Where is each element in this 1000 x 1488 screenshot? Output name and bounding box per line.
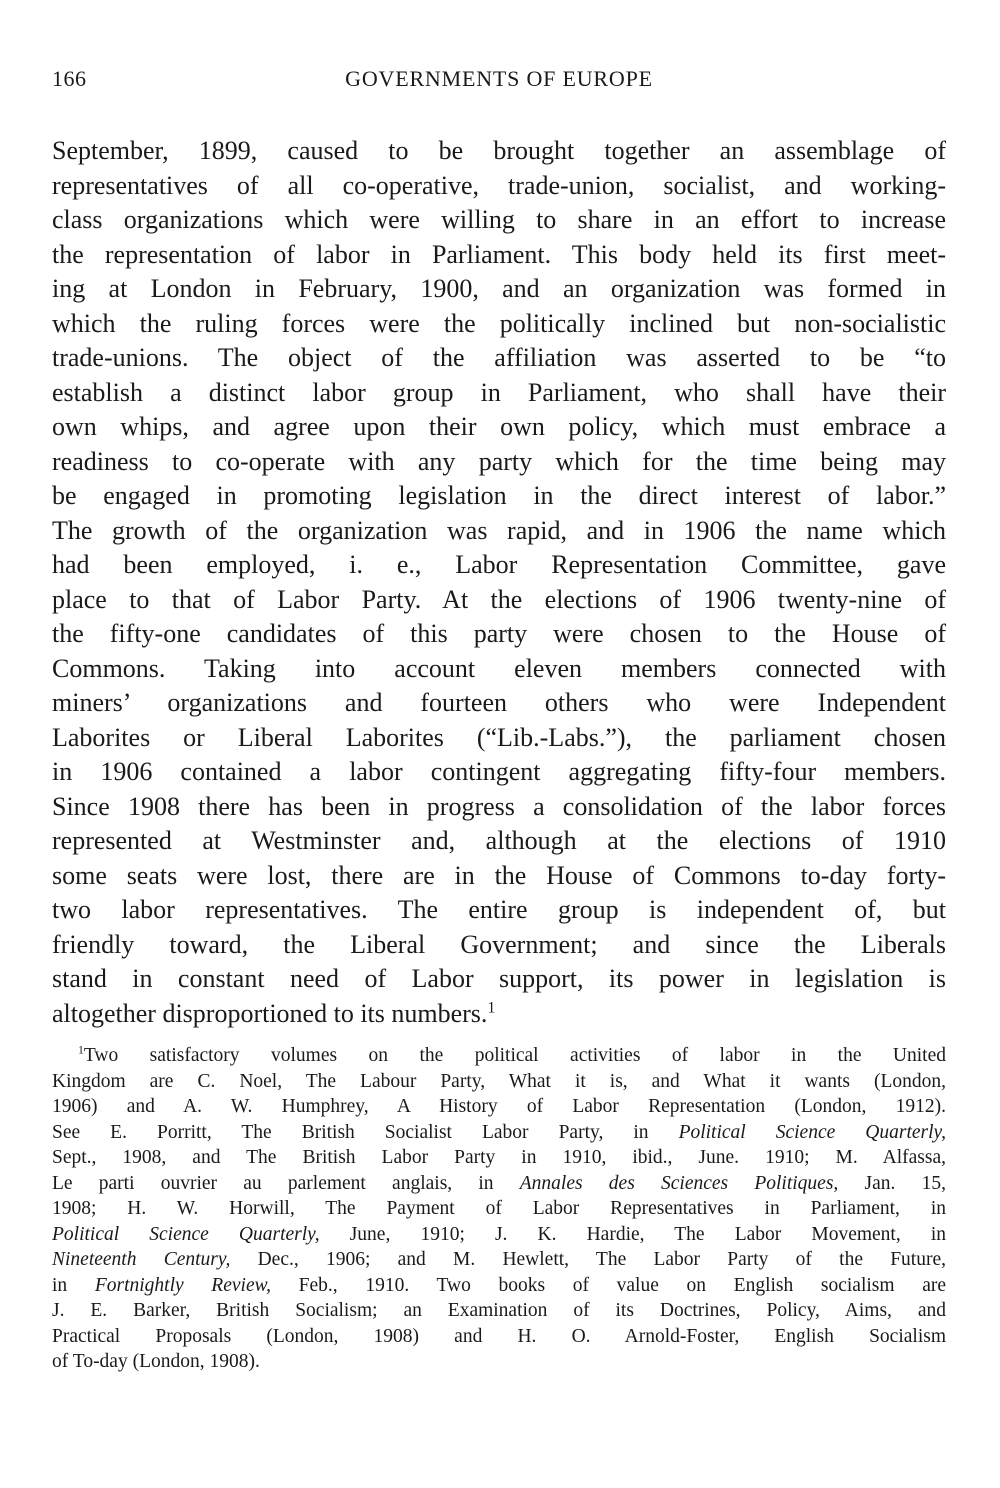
text-line: which the ruling forces were the politically inclined but non-socialistic: [52, 308, 946, 338]
footnote-line: Practical Proposals (London, 1908) and H. O. Arnold-Foster, English Socialism: [52, 1325, 946, 1347]
footnote-line: 1906) and A. W. Humphrey, A History of Labor Representation (London, 1912).: [52, 1096, 946, 1117]
footnote-line: in Fortnightly Review, Feb., 1910. Two books of value on English socialism are: [52, 1274, 947, 1296]
text-line: altogether disproportioned to its numbers.$^1$: [52, 998, 496, 1028]
text-line: had been employed, i. e., Labor Representation Committee, gave: [52, 550, 946, 579]
footnote-line: Sept., 1908, and The British Labor Party in 1910, ibid., June. 1910; M. Alfassa,: [52, 1147, 946, 1168]
body-paragraph: [52, 134, 946, 1031]
footnote-line: 1908; H. W. Horwill, The Payment of Labor Representatives in Parliament, in: [52, 1198, 946, 1219]
citation-title: Political Science Quarterly,: [678, 1121, 946, 1143]
text-line: own whips, and agree upon their own policy, which must embrace a: [52, 412, 946, 441]
text-line: readiness to co-operate with any party which for the time being may: [52, 446, 946, 476]
text-line: miners’ organizations and fourteen others who were Independent: [52, 688, 946, 717]
text-line: The growth of the organization was rapid, and in 1906 the name which: [52, 515, 946, 545]
footnote-line: $^1$Two satisfactory volumes on the political activities of labor in the United: [78, 1043, 946, 1066]
footnote-line: Kingdom are C. Noel, The Labour Party, What it is, and What it wants (London,: [52, 1070, 946, 1092]
text-line: two labor representatives. The entire group is independent of, but: [52, 895, 946, 924]
text-line: trade-unions. The object of the affiliation was asserted to be “to: [52, 343, 946, 372]
text-line: Since 1908 there has been in progress a consolidation of the labor forces: [52, 791, 946, 821]
text-line: represented at Westminster and, although at the elections of 1910: [52, 826, 946, 855]
text-line: ing at London in February, 1900, and an organization was formed in: [52, 274, 946, 303]
text-line: establish a distinct labor group in Parliament, who shall have their: [52, 377, 946, 407]
text-line: place to that of Labor Party. At the elections of 1906 twenty-nine of: [52, 584, 946, 614]
footnote-line: Le parti ouvrier au parlement anglais, in Annales des Sciences Politiques, Jan. 15,: [52, 1172, 946, 1194]
citation-title: Fortnightly Review,: [94, 1274, 272, 1296]
text-line: Laborites or Liberal Laborites (“Lib.-Labs.”), the parliament chosen: [52, 722, 946, 752]
footnote-line: Nineteenth Century, Dec., 1906; and M. Hewlett, The Labor Party of the Future,: [52, 1249, 946, 1270]
book-page: [52, 66, 946, 1375]
citation-title: Political Science Quarterly,: [52, 1223, 320, 1245]
footnote: [52, 1043, 946, 1375]
text-line: Commons. Taking into account eleven members connected with: [52, 653, 946, 683]
running-title: GOVERNMENTS OF EUROPE: [345, 66, 653, 91]
text-line: the fifty-one candidates of this party were chosen to the House of: [52, 619, 946, 648]
citation-title: Annales des Sciences Politiques,: [519, 1172, 839, 1194]
footnote-marker: 1: [78, 1043, 84, 1057]
text-line: be engaged in promoting legislation in the direct interest of labor.”: [52, 481, 946, 510]
page-number: 166: [52, 66, 87, 91]
text-line: stand in constant need of Labor support, its power in legislation is: [52, 964, 946, 993]
footnote-line: Political Science Quarterly, June, 1910; J. K. Hardie, The Labor Movement, in: [52, 1223, 946, 1245]
text-line: representatives of all co-operative, trade-union, socialist, and working-: [52, 170, 946, 200]
running-head: [52, 66, 946, 106]
text-line: in 1906 contained a labor contingent aggregating fifty-four members.: [52, 757, 946, 786]
text-line: the representation of labor in Parliament. This body held its first meet-: [52, 239, 946, 269]
footnote-line: of To-day (London, 1908).: [52, 1351, 260, 1372]
citation-title: Nineteenth Century,: [52, 1249, 231, 1270]
text-line: September, 1899, caused to be brought together an assemblage of: [52, 136, 946, 165]
footnote-line: See E. Porritt, The British Socialist Labor Party, in Political Science Quarterly,: [52, 1121, 946, 1143]
footnote-reference: 1: [487, 998, 496, 1016]
footnote-line: J. E. Barker, British Socialism; an Examination of its Doctrines, Policy, Aims, and: [52, 1300, 946, 1321]
text-line: some seats were lost, there are in the House of Commons to-day forty-: [52, 860, 946, 890]
text-line: class organizations which were willing to share in an effort to increase: [52, 205, 946, 234]
text-line: friendly toward, the Liberal Government; and since the Liberals: [52, 929, 946, 959]
